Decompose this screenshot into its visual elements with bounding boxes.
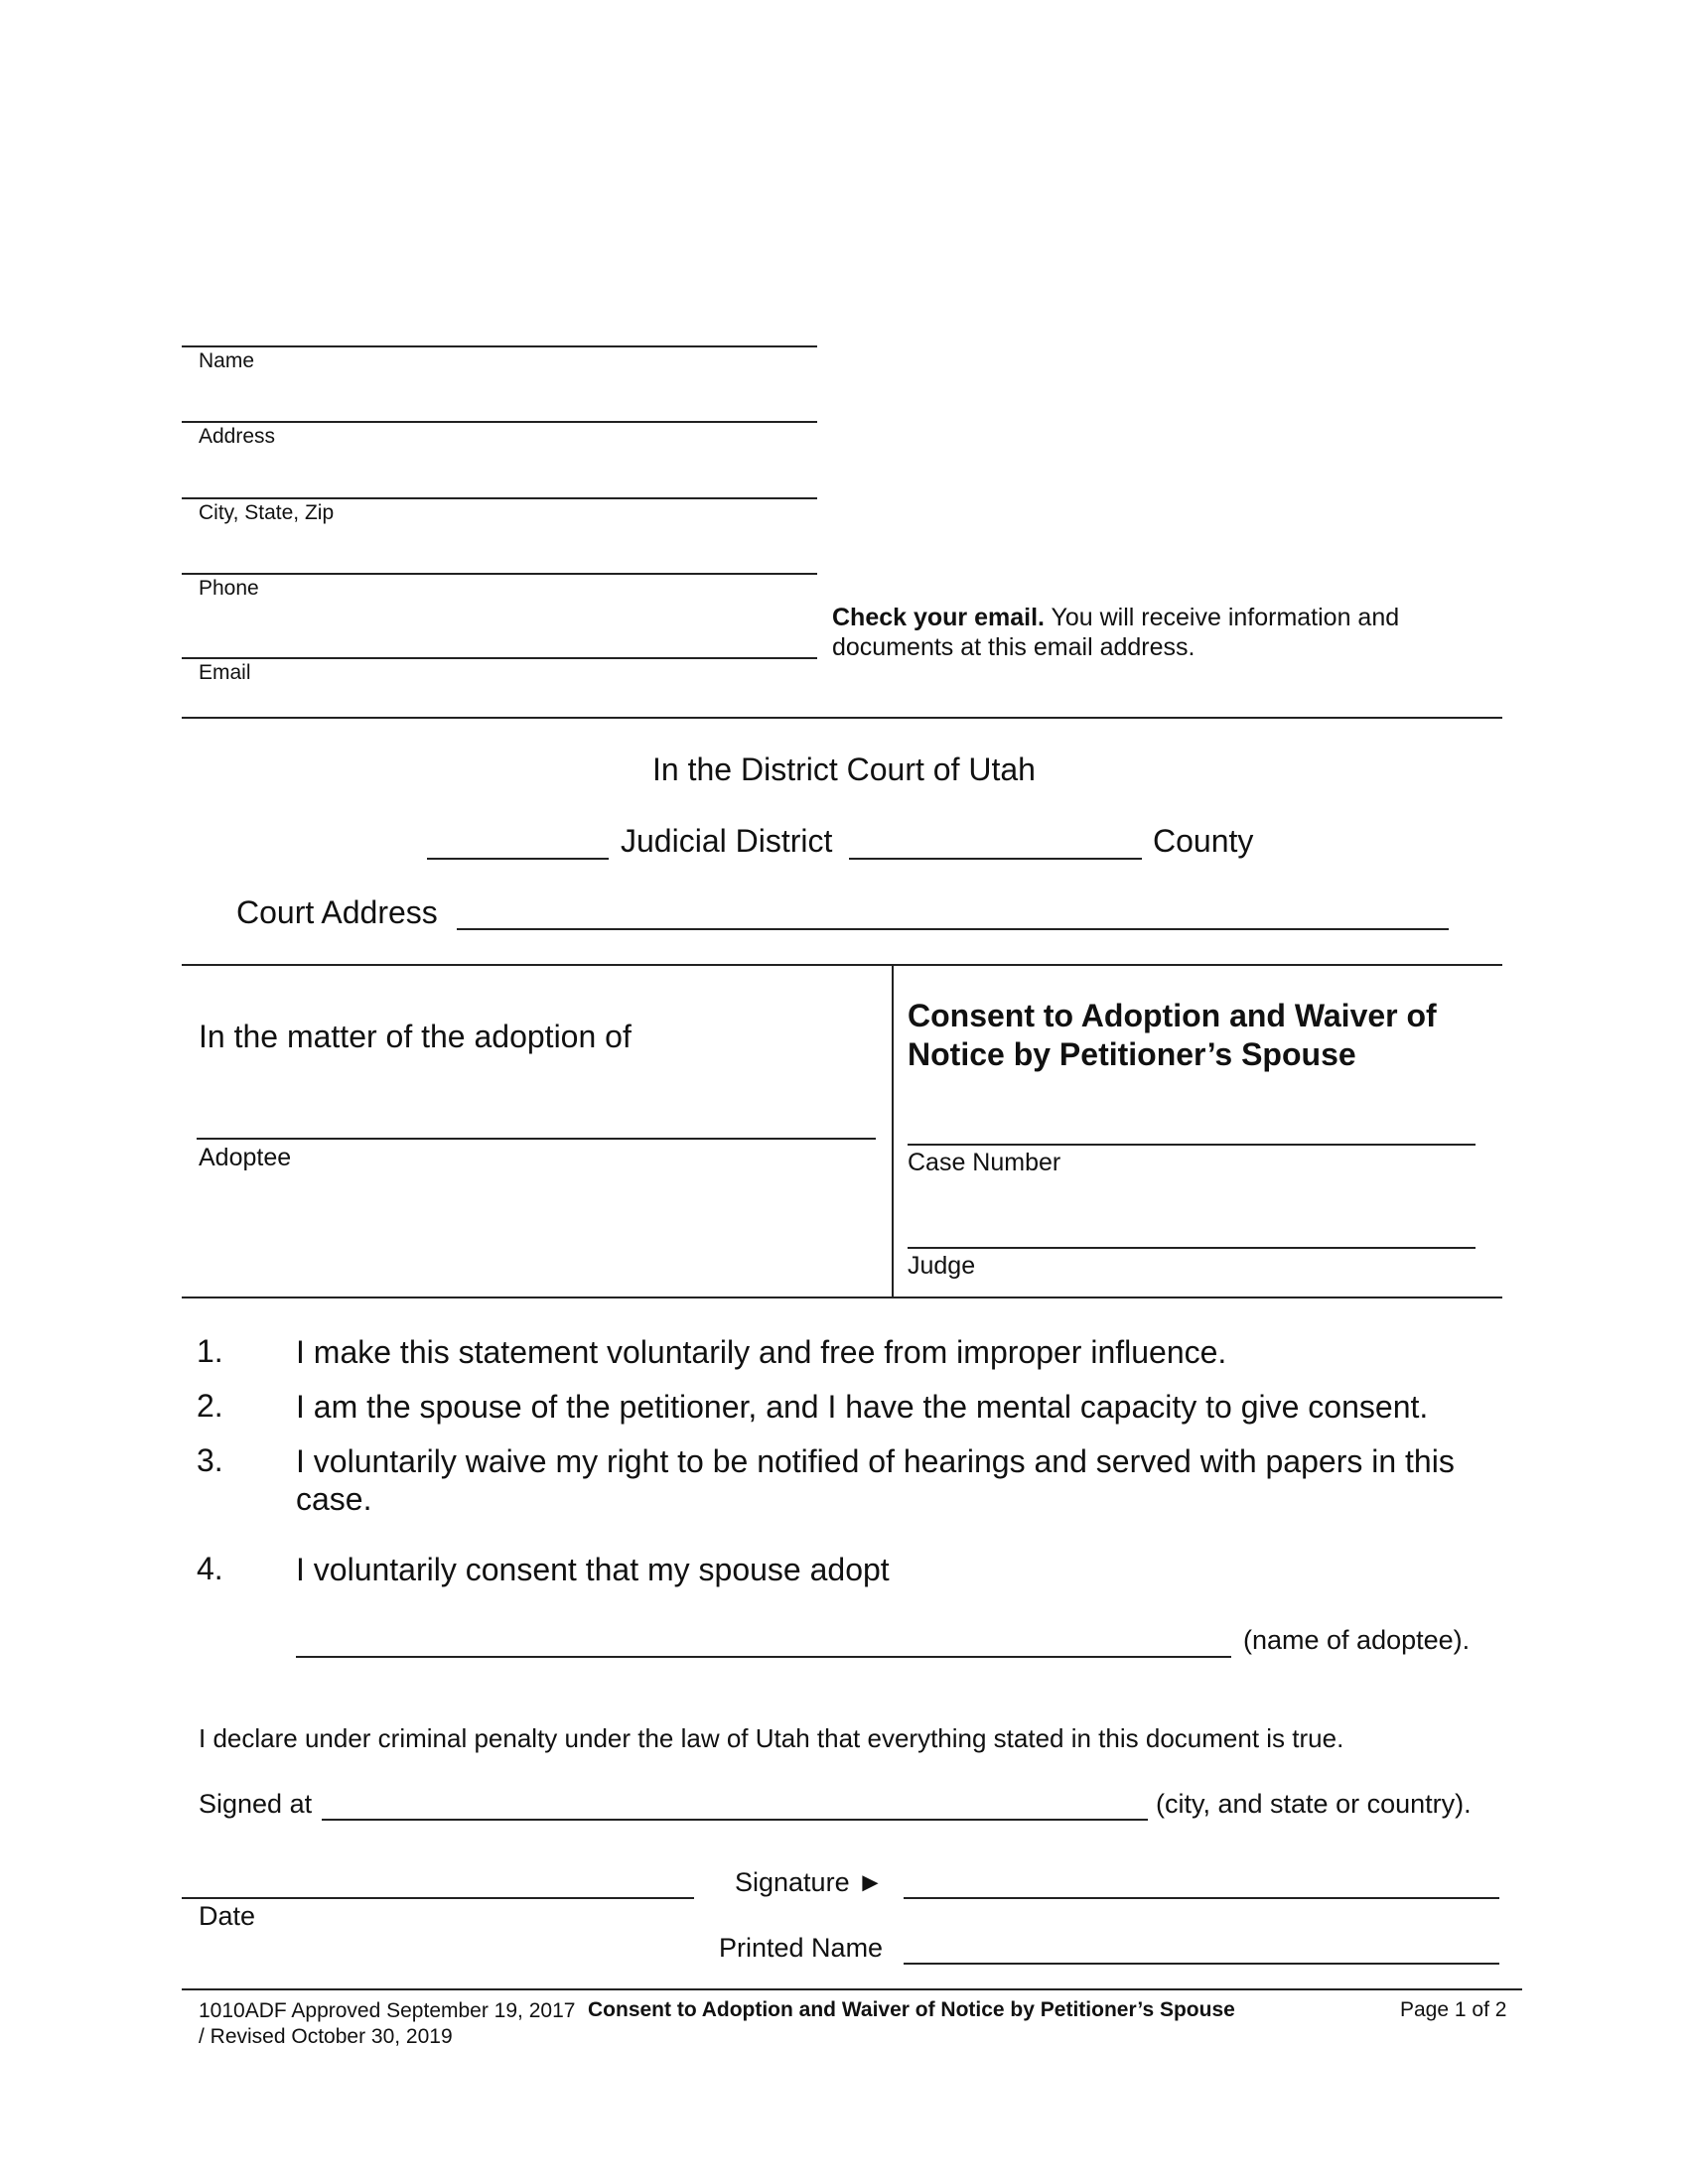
caption-center-divider xyxy=(892,964,894,1297)
court-address-label: Court Address xyxy=(236,894,438,930)
judge-field-line[interactable] xyxy=(908,1247,1476,1249)
statement-text: I make this statement voluntarily and free from improper influence. xyxy=(296,1334,1227,1370)
court-title: In the District Court of Utah xyxy=(652,751,1036,787)
caption-top-border xyxy=(182,964,1502,966)
printed-name-label: Printed Name xyxy=(719,1933,884,1963)
phone-field-line[interactable] xyxy=(182,573,817,575)
case-number-field-line[interactable] xyxy=(908,1144,1476,1146)
adoptee-name-field-line[interactable] xyxy=(296,1656,1231,1658)
name-label: Name xyxy=(199,349,255,372)
email-notice xyxy=(832,603,1428,662)
email-notice-text: You will receive information and documents at this email address. xyxy=(832,604,1400,661)
email-label: Email xyxy=(199,661,251,684)
footer-form-id: 1010ADF Approved September 19, 2017 / Revised October 30, 2019 xyxy=(199,1999,576,2048)
footer-divider xyxy=(182,1988,1522,1990)
document-title: Consent to Adoption and Waiver of Notice by Petitioner’s Spouse xyxy=(908,998,1437,1072)
city-state-zip-field-line[interactable] xyxy=(182,497,817,499)
statement-number: 2. xyxy=(197,1388,223,1424)
signature-label: Signature ► xyxy=(735,1867,884,1897)
date-label: Date xyxy=(199,1901,256,1931)
address-label: Address xyxy=(199,425,276,448)
address-field-line[interactable] xyxy=(182,421,817,423)
case-number-label: Case Number xyxy=(908,1149,1061,1176)
signed-at-suffix: (city, and state or country). xyxy=(1156,1789,1472,1819)
city-state-zip-label: City, State, Zip xyxy=(199,501,335,524)
judicial-district-label: Judicial District xyxy=(621,823,833,859)
header-divider xyxy=(182,717,1502,719)
declaration-text: I declare under criminal penalty under the law of Utah that everything stated in this document is true. xyxy=(199,1723,1344,1753)
phone-label: Phone xyxy=(199,577,259,600)
footer-page: Page 1 of 2 xyxy=(1400,1998,1507,2021)
email-notice-bold: Check your email. xyxy=(832,604,1045,631)
statement-text: I voluntarily consent that my spouse adopt xyxy=(296,1552,890,1587)
statement-number: 4. xyxy=(197,1551,223,1586)
matter-text: In the matter of the adoption of xyxy=(199,1019,632,1054)
adoptee-field-line[interactable] xyxy=(197,1138,876,1140)
date-field-line[interactable] xyxy=(182,1897,694,1899)
name-field-line[interactable] xyxy=(182,345,817,347)
footer-title: Consent to Adoption and Waiver of Notice by Petitioner’s Spouse xyxy=(588,1998,1235,2021)
county-label: County xyxy=(1153,823,1254,859)
statement-text: I voluntarily waive my right to be notified of hearings and served with papers in this case. xyxy=(296,1443,1455,1517)
signed-at-label: Signed at xyxy=(199,1789,313,1819)
judge-label: Judge xyxy=(908,1252,976,1280)
printed-name-field-line[interactable] xyxy=(904,1963,1499,1965)
signature-field-line[interactable] xyxy=(904,1897,1499,1899)
adoptee-label: Adoptee xyxy=(199,1144,292,1171)
adoptee-name-suffix: (name of adoptee). xyxy=(1243,1625,1471,1655)
county-field-line[interactable] xyxy=(849,858,1142,860)
judicial-district-field-line[interactable] xyxy=(427,858,609,860)
signed-at-field-line[interactable] xyxy=(322,1819,1148,1821)
statement-text: I am the spouse of the petitioner, and I have the mental capacity to give consent. xyxy=(296,1389,1429,1425)
email-field-line[interactable] xyxy=(182,657,817,659)
caption-bottom-border xyxy=(182,1297,1502,1298)
statement-number: 3. xyxy=(197,1442,223,1478)
statement-number: 1. xyxy=(197,1333,223,1369)
court-address-field-line[interactable] xyxy=(457,928,1449,930)
